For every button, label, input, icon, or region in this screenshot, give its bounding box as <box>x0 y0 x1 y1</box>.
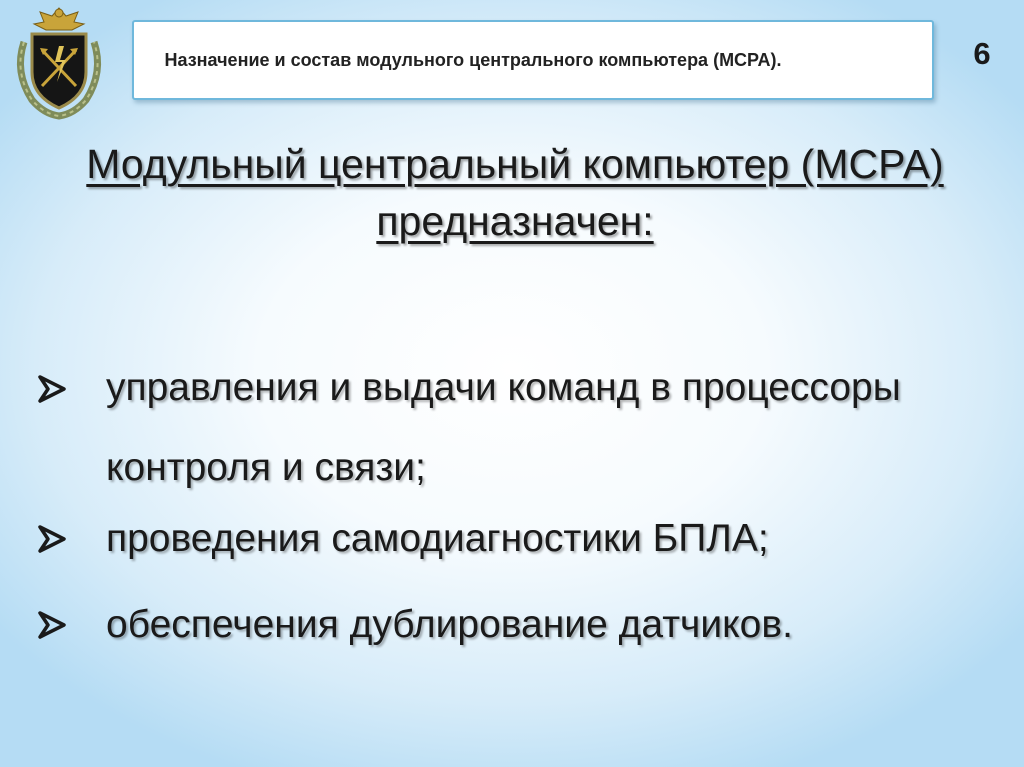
main-heading <box>20 136 1010 250</box>
bullet-text: проведения самодиагностики БПЛА; <box>106 517 769 560</box>
military-emblem-icon <box>10 2 108 120</box>
list-item <box>34 348 994 508</box>
bullet-list <box>34 348 994 654</box>
arrow-bullet-icon <box>34 372 68 406</box>
bullet-text: обеспечения дублирование датчиков. <box>106 603 793 646</box>
list-item <box>34 596 994 654</box>
list-item <box>34 510 994 568</box>
header-box <box>132 20 934 100</box>
header-title: Назначение и состав модульного центрального компьютера (МСРА). <box>164 50 782 70</box>
main-heading-text: Модульный центральный компьютер (МСРА) предназначен: <box>86 141 944 244</box>
arrow-bullet-icon <box>34 608 68 642</box>
bullet-text: управления и выдачи команд в процессоры контроля и связи; <box>106 366 901 489</box>
arrow-bullet-icon <box>34 522 68 556</box>
page-number: 6 <box>973 36 991 71</box>
